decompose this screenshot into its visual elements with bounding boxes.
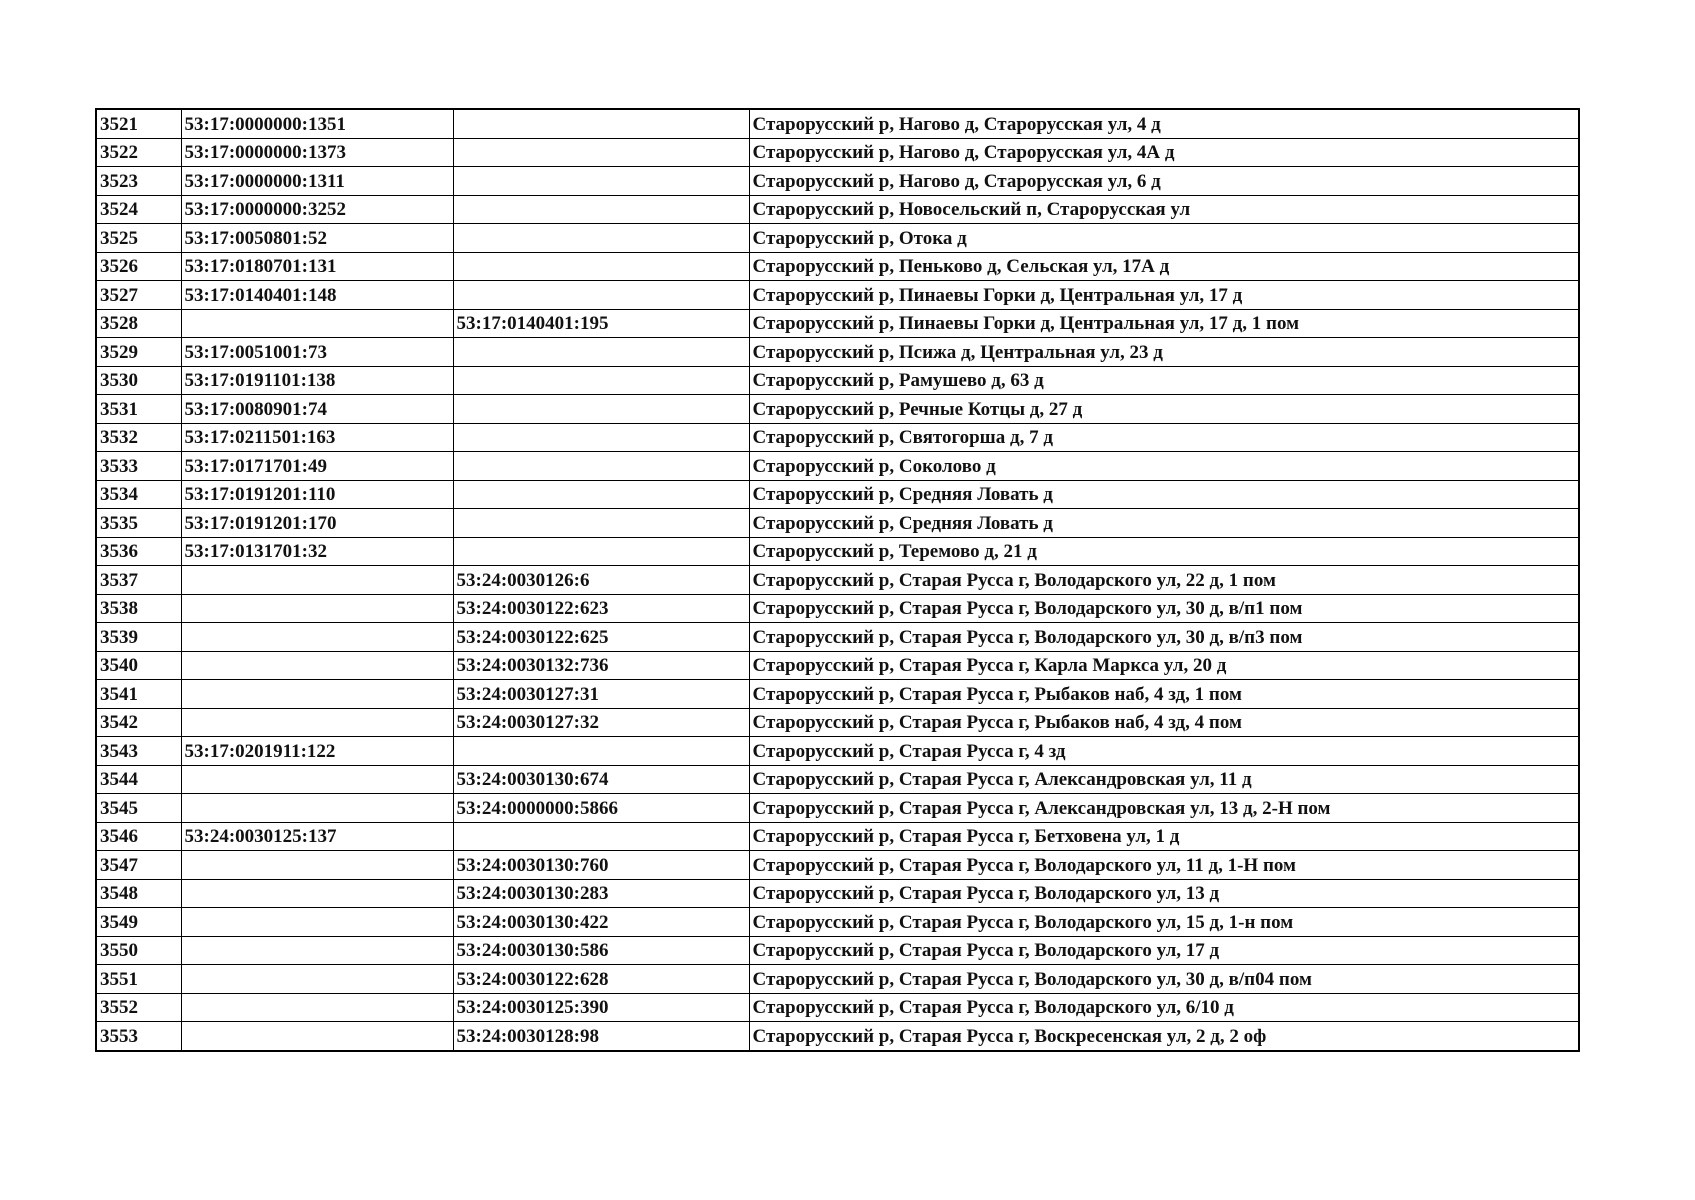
land-cadastral-number-cell xyxy=(181,794,453,823)
object-cadastral-number-cell: 53:24:0030130:760 xyxy=(453,851,749,880)
table-row xyxy=(96,338,1579,367)
row-number-cell: 3526 xyxy=(96,252,181,281)
address-cell: Старорусский р, Старая Русса г, Александровская ул, 13 д, 2-Н пом xyxy=(749,794,1579,823)
table-row xyxy=(96,879,1579,908)
row-number-cell: 3539 xyxy=(96,623,181,652)
row-number-cell: 3546 xyxy=(96,822,181,851)
land-cadastral-number-cell xyxy=(181,851,453,880)
address-cell: Старорусский р, Средняя Ловать д xyxy=(749,480,1579,509)
property-registry-table xyxy=(95,108,1580,1052)
land-cadastral-number-cell xyxy=(181,708,453,737)
row-number-cell: 3537 xyxy=(96,566,181,595)
row-number-cell: 3525 xyxy=(96,224,181,253)
row-number-cell: 3552 xyxy=(96,993,181,1022)
object-cadastral-number-cell xyxy=(453,138,749,167)
address-cell: Старорусский р, Нагово д, Старорусская ул, 6 д xyxy=(749,167,1579,196)
object-cadastral-number-cell xyxy=(453,224,749,253)
address-cell: Старорусский р, Рамушево д, 63 д xyxy=(749,366,1579,395)
address-cell: Старорусский р, Старая Русса г, Володарского ул, 22 д, 1 пом xyxy=(749,566,1579,595)
address-cell: Старорусский р, Отока д xyxy=(749,224,1579,253)
table-row xyxy=(96,423,1579,452)
row-number-cell: 3553 xyxy=(96,1022,181,1051)
table-row xyxy=(96,623,1579,652)
object-cadastral-number-cell xyxy=(453,537,749,566)
table-row xyxy=(96,281,1579,310)
land-cadastral-number-cell: 53:17:0191101:138 xyxy=(181,366,453,395)
address-cell: Старорусский р, Нагово д, Старорусская ул, 4 д xyxy=(749,109,1579,138)
table-row xyxy=(96,224,1579,253)
object-cadastral-number-cell xyxy=(453,509,749,538)
object-cadastral-number-cell xyxy=(453,338,749,367)
object-cadastral-number-cell xyxy=(453,195,749,224)
address-cell: Старорусский р, Новосельский п, Старорусская ул xyxy=(749,195,1579,224)
table-row xyxy=(96,737,1579,766)
address-cell: Старорусский р, Псижа д, Центральная ул, 23 д xyxy=(749,338,1579,367)
table-row xyxy=(96,480,1579,509)
object-cadastral-number-cell xyxy=(453,737,749,766)
table-row xyxy=(96,309,1579,338)
land-cadastral-number-cell xyxy=(181,879,453,908)
row-number-cell: 3530 xyxy=(96,366,181,395)
address-cell: Старорусский р, Старая Русса г, Володарского ул, 30 д, в/п1 пом xyxy=(749,594,1579,623)
table-row xyxy=(96,936,1579,965)
object-cadastral-number-cell: 53:24:0030128:98 xyxy=(453,1022,749,1051)
land-cadastral-number-cell: 53:17:0191201:110 xyxy=(181,480,453,509)
row-number-cell: 3538 xyxy=(96,594,181,623)
object-cadastral-number-cell xyxy=(453,452,749,481)
object-cadastral-number-cell xyxy=(453,822,749,851)
row-number-cell: 3532 xyxy=(96,423,181,452)
table-row xyxy=(96,908,1579,937)
address-cell: Старорусский р, Соколово д xyxy=(749,452,1579,481)
row-number-cell: 3543 xyxy=(96,737,181,766)
land-cadastral-number-cell xyxy=(181,908,453,937)
land-cadastral-number-cell: 53:17:0131701:32 xyxy=(181,537,453,566)
land-cadastral-number-cell xyxy=(181,1022,453,1051)
address-cell: Старорусский р, Старая Русса г, Рыбаков наб, 4 зд, 1 пом xyxy=(749,680,1579,709)
row-number-cell: 3524 xyxy=(96,195,181,224)
row-number-cell: 3535 xyxy=(96,509,181,538)
land-cadastral-number-cell xyxy=(181,623,453,652)
address-cell: Старорусский р, Теремово д, 21 д xyxy=(749,537,1579,566)
object-cadastral-number-cell: 53:24:0030122:628 xyxy=(453,965,749,994)
table-row xyxy=(96,594,1579,623)
table-row xyxy=(96,1022,1579,1051)
land-cadastral-number-cell: 53:17:0080901:74 xyxy=(181,395,453,424)
table-row xyxy=(96,537,1579,566)
table-row xyxy=(96,167,1579,196)
row-number-cell: 3550 xyxy=(96,936,181,965)
object-cadastral-number-cell: 53:17:0140401:195 xyxy=(453,309,749,338)
table-row xyxy=(96,851,1579,880)
table-row xyxy=(96,822,1579,851)
address-cell: Старорусский р, Средняя Ловать д xyxy=(749,509,1579,538)
land-cadastral-number-cell xyxy=(181,936,453,965)
land-cadastral-number-cell: 53:17:0191201:170 xyxy=(181,509,453,538)
land-cadastral-number-cell: 53:17:0000000:1373 xyxy=(181,138,453,167)
table-row xyxy=(96,195,1579,224)
address-cell: Старорусский р, Пеньково д, Сельская ул, 17А д xyxy=(749,252,1579,281)
address-cell: Старорусский р, Старая Русса г, Александровская ул, 11 д xyxy=(749,765,1579,794)
table-row xyxy=(96,509,1579,538)
land-cadastral-number-cell: 53:17:0050801:52 xyxy=(181,224,453,253)
object-cadastral-number-cell: 53:24:0030125:390 xyxy=(453,993,749,1022)
row-number-cell: 3540 xyxy=(96,651,181,680)
land-cadastral-number-cell xyxy=(181,651,453,680)
row-number-cell: 3545 xyxy=(96,794,181,823)
row-number-cell: 3531 xyxy=(96,395,181,424)
row-number-cell: 3544 xyxy=(96,765,181,794)
address-cell: Старорусский р, Старая Русса г, Рыбаков наб, 4 зд, 4 пом xyxy=(749,708,1579,737)
land-cadastral-number-cell: 53:17:0000000:1311 xyxy=(181,167,453,196)
address-cell: Старорусский р, Старая Русса г, Воскресенская ул, 2 д, 2 оф xyxy=(749,1022,1579,1051)
table-row xyxy=(96,993,1579,1022)
address-cell: Старорусский р, Старая Русса г, Володарского ул, 30 д, в/п3 пом xyxy=(749,623,1579,652)
address-cell: Старорусский р, Старая Русса г, 4 зд xyxy=(749,737,1579,766)
object-cadastral-number-cell: 53:24:0030130:422 xyxy=(453,908,749,937)
object-cadastral-number-cell xyxy=(453,109,749,138)
table-row xyxy=(96,651,1579,680)
object-cadastral-number-cell xyxy=(453,252,749,281)
land-cadastral-number-cell: 53:17:0171701:49 xyxy=(181,452,453,481)
land-cadastral-number-cell: 53:17:0211501:163 xyxy=(181,423,453,452)
table-row xyxy=(96,109,1579,138)
table-row xyxy=(96,965,1579,994)
object-cadastral-number-cell xyxy=(453,395,749,424)
address-cell: Старорусский р, Старая Русса г, Володарского ул, 30 д, в/п04 пом xyxy=(749,965,1579,994)
land-cadastral-number-cell: 53:24:0030125:137 xyxy=(181,822,453,851)
address-cell: Старорусский р, Старая Русса г, Володарского ул, 11 д, 1-Н пом xyxy=(749,851,1579,880)
land-cadastral-number-cell: 53:17:0000000:1351 xyxy=(181,109,453,138)
row-number-cell: 3534 xyxy=(96,480,181,509)
table-row xyxy=(96,794,1579,823)
land-cadastral-number-cell xyxy=(181,309,453,338)
address-cell: Старорусский р, Святогорша д, 7 д xyxy=(749,423,1579,452)
address-cell: Старорусский р, Старая Русса г, Бетховена ул, 1 д xyxy=(749,822,1579,851)
row-number-cell: 3536 xyxy=(96,537,181,566)
row-number-cell: 3551 xyxy=(96,965,181,994)
row-number-cell: 3549 xyxy=(96,908,181,937)
row-number-cell: 3541 xyxy=(96,680,181,709)
row-number-cell: 3547 xyxy=(96,851,181,880)
object-cadastral-number-cell xyxy=(453,423,749,452)
land-cadastral-number-cell: 53:17:0140401:148 xyxy=(181,281,453,310)
land-cadastral-number-cell xyxy=(181,993,453,1022)
address-cell: Старорусский р, Старая Русса г, Володарского ул, 15 д, 1-н пом xyxy=(749,908,1579,937)
land-cadastral-number-cell: 53:17:0180701:131 xyxy=(181,252,453,281)
address-cell: Старорусский р, Речные Котцы д, 27 д xyxy=(749,395,1579,424)
address-cell: Старорусский р, Пинаевы Горки д, Центральная ул, 17 д xyxy=(749,281,1579,310)
object-cadastral-number-cell: 53:24:0030122:625 xyxy=(453,623,749,652)
object-cadastral-number-cell: 53:24:0030130:674 xyxy=(453,765,749,794)
row-number-cell: 3522 xyxy=(96,138,181,167)
address-cell: Старорусский р, Пинаевы Горки д, Центральная ул, 17 д, 1 пом xyxy=(749,309,1579,338)
row-number-cell: 3528 xyxy=(96,309,181,338)
object-cadastral-number-cell xyxy=(453,366,749,395)
table-row xyxy=(96,765,1579,794)
row-number-cell: 3523 xyxy=(96,167,181,196)
object-cadastral-number-cell: 53:24:0000000:5866 xyxy=(453,794,749,823)
land-cadastral-number-cell xyxy=(181,594,453,623)
table-row xyxy=(96,252,1579,281)
object-cadastral-number-cell: 53:24:0030130:586 xyxy=(453,936,749,965)
address-cell: Старорусский р, Старая Русса г, Володарского ул, 13 д xyxy=(749,879,1579,908)
row-number-cell: 3548 xyxy=(96,879,181,908)
row-number-cell: 3527 xyxy=(96,281,181,310)
land-cadastral-number-cell xyxy=(181,965,453,994)
address-cell: Старорусский р, Старая Русса г, Володарского ул, 6/10 д xyxy=(749,993,1579,1022)
address-cell: Старорусский р, Старая Русса г, Карла Маркса ул, 20 д xyxy=(749,651,1579,680)
table-row xyxy=(96,708,1579,737)
land-cadastral-number-cell xyxy=(181,680,453,709)
table-row xyxy=(96,566,1579,595)
land-cadastral-number-cell: 53:17:0051001:73 xyxy=(181,338,453,367)
object-cadastral-number-cell: 53:24:0030130:283 xyxy=(453,879,749,908)
object-cadastral-number-cell: 53:24:0030122:623 xyxy=(453,594,749,623)
table-row xyxy=(96,395,1579,424)
table-row xyxy=(96,680,1579,709)
land-cadastral-number-cell: 53:17:0000000:3252 xyxy=(181,195,453,224)
registry-table-body xyxy=(96,109,1579,1051)
land-cadastral-number-cell xyxy=(181,765,453,794)
object-cadastral-number-cell: 53:24:0030127:31 xyxy=(453,680,749,709)
object-cadastral-number-cell xyxy=(453,480,749,509)
address-cell: Старорусский р, Нагово д, Старорусская ул, 4А д xyxy=(749,138,1579,167)
row-number-cell: 3533 xyxy=(96,452,181,481)
address-cell: Старорусский р, Старая Русса г, Володарского ул, 17 д xyxy=(749,936,1579,965)
object-cadastral-number-cell: 53:24:0030127:32 xyxy=(453,708,749,737)
object-cadastral-number-cell xyxy=(453,167,749,196)
row-number-cell: 3542 xyxy=(96,708,181,737)
table-row xyxy=(96,366,1579,395)
row-number-cell: 3521 xyxy=(96,109,181,138)
table-row xyxy=(96,138,1579,167)
land-cadastral-number-cell xyxy=(181,566,453,595)
row-number-cell: 3529 xyxy=(96,338,181,367)
land-cadastral-number-cell: 53:17:0201911:122 xyxy=(181,737,453,766)
object-cadastral-number-cell xyxy=(453,281,749,310)
object-cadastral-number-cell: 53:24:0030132:736 xyxy=(453,651,749,680)
table-row xyxy=(96,452,1579,481)
object-cadastral-number-cell: 53:24:0030126:6 xyxy=(453,566,749,595)
